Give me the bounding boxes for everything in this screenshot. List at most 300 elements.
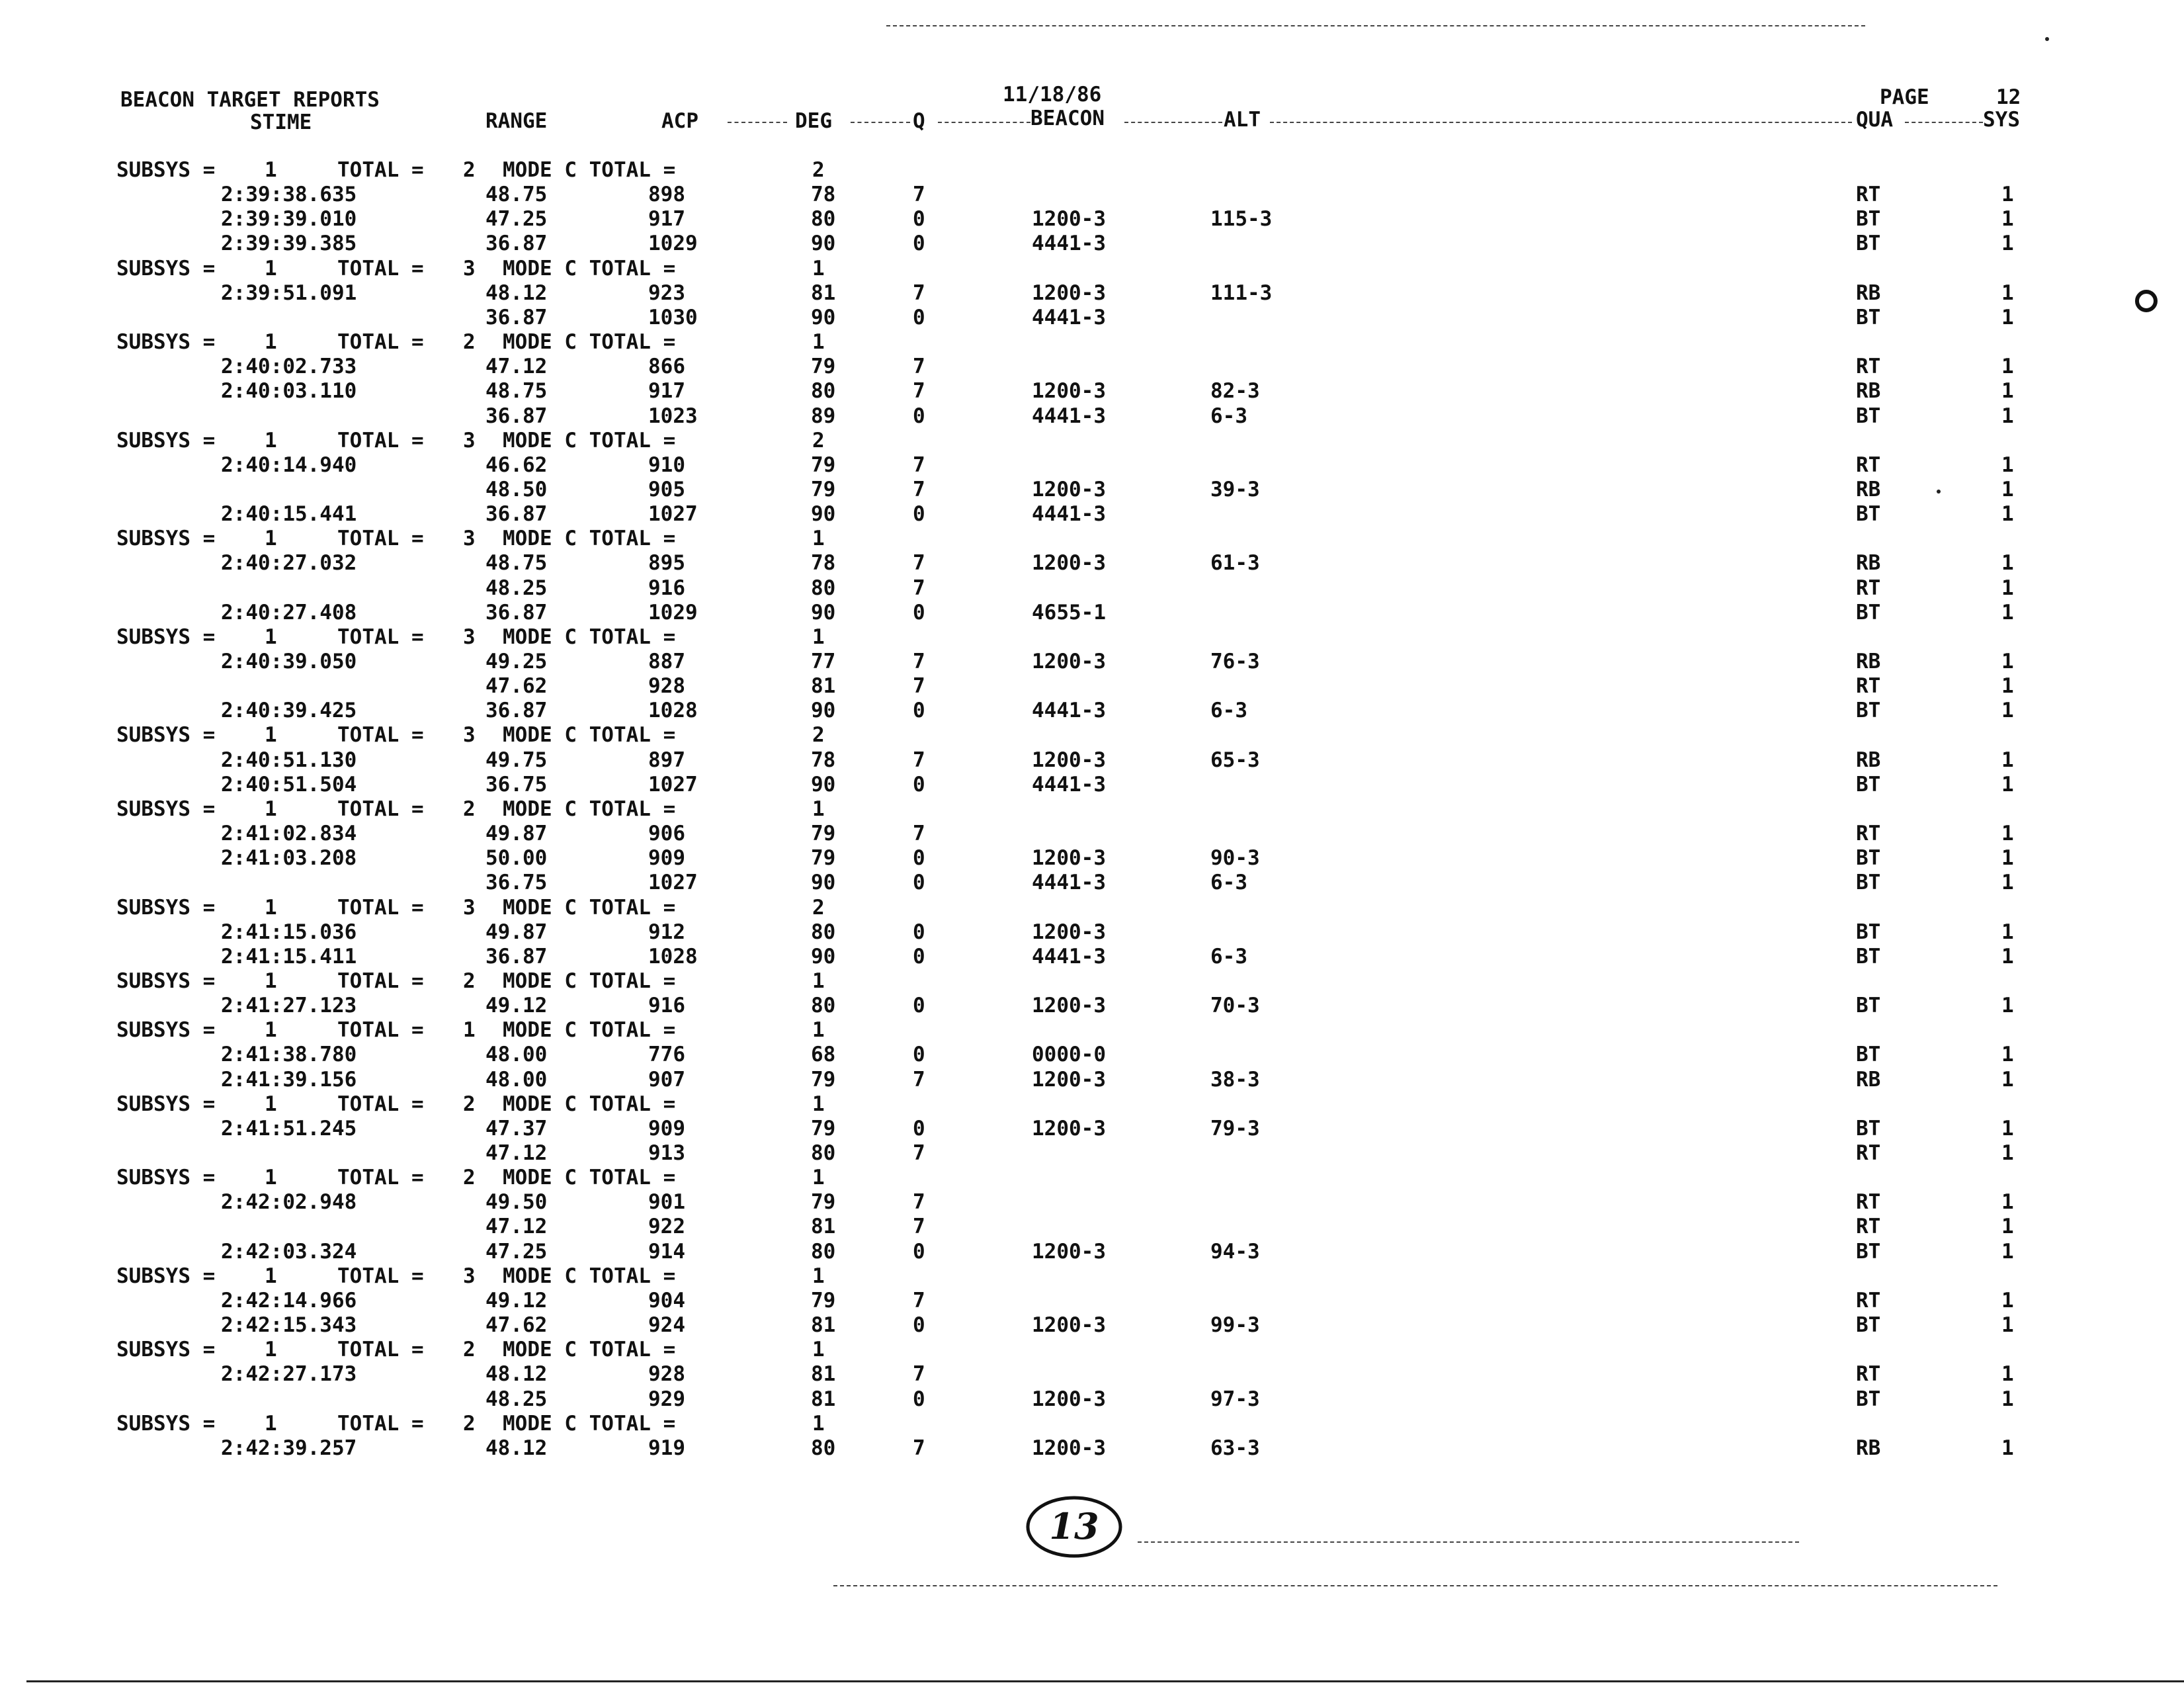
header-rule (1270, 122, 1852, 123)
subsys-value: 1 (265, 1412, 277, 1436)
cell-stime: 2:40:27.032 (221, 551, 357, 575)
cell-deg: 81 (811, 1215, 836, 1238)
col-header-acp: ACP (661, 109, 698, 133)
subsys-value: 1 (265, 1092, 277, 1116)
col-header-q: Q (913, 109, 925, 133)
cell-deg: 79 (811, 478, 836, 501)
total-label: TOTAL = (337, 257, 424, 280)
cell-qua: RT (1856, 1141, 1881, 1165)
cell-qua: RB (1856, 748, 1881, 772)
mode-c-total-value: 1 (812, 330, 825, 354)
cell-acp: 1028 (648, 945, 698, 969)
cell-sys: 1 (2001, 920, 2014, 944)
cell-beacon: 1200-3 (1032, 1436, 1106, 1460)
cell-beacon: 1200-3 (1032, 748, 1106, 772)
cell-deg: 80 (811, 920, 836, 944)
footer-rule (1138, 1541, 1799, 1543)
cell-acp: 922 (648, 1215, 685, 1238)
total-value: 2 (463, 158, 476, 182)
subsys-value: 1 (265, 969, 277, 993)
scan-speck (1937, 490, 1941, 494)
total-label: TOTAL = (337, 1018, 424, 1042)
cell-deg: 90 (811, 699, 836, 722)
cell-beacon: 1200-3 (1032, 207, 1106, 231)
cell-deg: 79 (811, 1068, 836, 1092)
cell-range: 48.25 (485, 1387, 548, 1411)
cell-deg: 80 (811, 1240, 836, 1264)
cell-q: 0 (913, 404, 925, 428)
cell-range: 47.12 (485, 1215, 548, 1238)
cell-qua: RT (1856, 183, 1881, 206)
cell-deg: 80 (811, 576, 836, 600)
header-rule (851, 122, 910, 123)
cell-qua: BT (1856, 994, 1881, 1017)
cell-q: 7 (913, 576, 925, 600)
total-value: 3 (463, 625, 476, 649)
total-label: TOTAL = (337, 1412, 424, 1436)
cell-qua: BT (1856, 1117, 1881, 1141)
scan-noise-rule (886, 25, 1865, 26)
mode-c-total-label: MODE C TOTAL = (503, 1092, 676, 1116)
cell-range: 46.62 (485, 453, 548, 477)
cell-q: 7 (913, 183, 925, 206)
cell-alt: 79-3 (1210, 1117, 1260, 1141)
cell-qua: BT (1856, 1043, 1881, 1066)
cell-deg: 81 (811, 1387, 836, 1411)
cell-stime: 2:41:15.411 (221, 945, 357, 969)
subsys-value: 1 (265, 1018, 277, 1042)
cell-deg: 80 (811, 1141, 836, 1165)
col-header-range: RANGE (485, 109, 548, 133)
cell-range: 48.50 (485, 478, 548, 501)
cell-q: 7 (913, 379, 925, 403)
cell-qua: BT (1856, 846, 1881, 870)
mode-c-total-label: MODE C TOTAL = (503, 330, 676, 354)
cell-acp: 924 (648, 1313, 685, 1337)
cell-sys: 1 (2001, 453, 2014, 477)
cell-qua: BT (1856, 404, 1881, 428)
cell-sys: 1 (2001, 601, 2014, 625)
cell-sys: 1 (2001, 1289, 2014, 1313)
mode-c-total-label: MODE C TOTAL = (503, 257, 676, 280)
cell-sys: 1 (2001, 994, 2014, 1017)
cell-acp: 907 (648, 1068, 685, 1092)
cell-beacon: 0000-0 (1032, 1043, 1106, 1066)
cell-sys: 1 (2001, 1215, 2014, 1238)
cell-q: 7 (913, 478, 925, 501)
cell-q: 7 (913, 822, 925, 845)
cell-stime: 2:39:51.091 (221, 281, 357, 305)
cell-deg: 80 (811, 207, 836, 231)
cell-alt: 90-3 (1210, 846, 1260, 870)
cell-range: 48.12 (485, 1362, 548, 1386)
cell-q: 7 (913, 453, 925, 477)
cell-qua: RT (1856, 1289, 1881, 1313)
cell-qua: BT (1856, 945, 1881, 969)
cell-q: 0 (913, 773, 925, 797)
cell-deg: 81 (811, 1362, 836, 1386)
subsys-label: SUBSYS = (116, 797, 216, 821)
cell-q: 0 (913, 920, 925, 944)
cell-beacon: 1200-3 (1032, 281, 1106, 305)
cell-deg: 79 (811, 1190, 836, 1214)
cell-sys: 1 (2001, 306, 2014, 329)
subsys-label: SUBSYS = (116, 330, 216, 354)
page-number: 12 (1996, 85, 2021, 109)
total-value: 2 (463, 797, 476, 821)
cell-beacon: 1200-3 (1032, 920, 1106, 944)
mode-c-total-value: 1 (812, 257, 825, 280)
cell-q: 0 (913, 502, 925, 526)
cell-stime: 2:41:39.156 (221, 1068, 357, 1092)
mode-c-total-value: 1 (812, 1018, 825, 1042)
cell-deg: 78 (811, 551, 836, 575)
cell-sys: 1 (2001, 551, 2014, 575)
cell-acp: 776 (648, 1043, 685, 1066)
cell-acp: 913 (648, 1141, 685, 1165)
cell-q: 0 (913, 232, 925, 255)
cell-q: 7 (913, 281, 925, 305)
cell-stime: 2:40:51.130 (221, 748, 357, 772)
cell-acp: 1027 (648, 502, 698, 526)
cell-qua: RB (1856, 478, 1881, 501)
subsys-label: SUBSYS = (116, 429, 216, 453)
total-value: 2 (463, 1166, 476, 1189)
mode-c-total-value: 1 (812, 1092, 825, 1116)
cell-q: 0 (913, 601, 925, 625)
total-label: TOTAL = (337, 797, 424, 821)
mode-c-total-value: 2 (812, 896, 825, 920)
cell-alt: 115-3 (1210, 207, 1273, 231)
cell-deg: 80 (811, 379, 836, 403)
mode-c-total-value: 1 (812, 527, 825, 550)
cell-acp: 895 (648, 551, 685, 575)
cell-range: 49.25 (485, 650, 548, 673)
cell-beacon: 1200-3 (1032, 379, 1106, 403)
cell-range: 36.87 (485, 699, 548, 722)
cell-acp: 912 (648, 920, 685, 944)
cell-stime: 2:41:15.036 (221, 920, 357, 944)
mode-c-total-label: MODE C TOTAL = (503, 797, 676, 821)
cell-alt: 111-3 (1210, 281, 1273, 305)
cell-stime: 2:41:38.780 (221, 1043, 357, 1066)
page-label: PAGE (1880, 85, 1929, 109)
cell-qua: BT (1856, 502, 1881, 526)
cell-acp: 910 (648, 453, 685, 477)
cell-stime: 2:42:14.966 (221, 1289, 357, 1313)
cell-q: 0 (913, 1240, 925, 1264)
mode-c-total-value: 1 (812, 1338, 825, 1361)
mode-c-total-label: MODE C TOTAL = (503, 429, 676, 453)
mode-c-total-label: MODE C TOTAL = (503, 896, 676, 920)
cell-acp: 904 (648, 1289, 685, 1313)
cell-deg: 90 (811, 502, 836, 526)
cell-beacon: 1200-3 (1032, 1387, 1106, 1411)
cell-range: 49.75 (485, 748, 548, 772)
cell-deg: 90 (811, 601, 836, 625)
cell-q: 0 (913, 846, 925, 870)
cell-q: 7 (913, 650, 925, 673)
cell-qua: RB (1856, 281, 1881, 305)
cell-alt: 82-3 (1210, 379, 1260, 403)
mode-c-total-label: MODE C TOTAL = (503, 625, 676, 649)
cell-acp: 914 (648, 1240, 685, 1264)
cell-acp: 1027 (648, 871, 698, 894)
subsys-label: SUBSYS = (116, 1412, 216, 1436)
cell-acp: 917 (648, 207, 685, 231)
subsys-value: 1 (265, 1338, 277, 1361)
cell-q: 0 (913, 1313, 925, 1337)
cell-qua: BT (1856, 773, 1881, 797)
cell-q: 0 (913, 699, 925, 722)
cell-range: 48.00 (485, 1043, 548, 1066)
cell-range: 36.87 (485, 945, 548, 969)
cell-range: 36.87 (485, 502, 548, 526)
cell-sys: 1 (2001, 478, 2014, 501)
cell-sys: 1 (2001, 232, 2014, 255)
cell-alt: 6-3 (1210, 871, 1247, 894)
cell-alt: 65-3 (1210, 748, 1260, 772)
cell-sys: 1 (2001, 773, 2014, 797)
cell-q: 7 (913, 748, 925, 772)
handwritten-page-number (1024, 1492, 1130, 1561)
total-label: TOTAL = (337, 896, 424, 920)
col-header-sys: SYS (1983, 108, 2020, 132)
cell-range: 48.75 (485, 379, 548, 403)
cell-deg: 90 (811, 773, 836, 797)
cell-qua: RT (1856, 1190, 1881, 1214)
cell-range: 48.00 (485, 1068, 548, 1092)
cell-range: 47.25 (485, 207, 548, 231)
cell-sys: 1 (2001, 1117, 2014, 1141)
total-label: TOTAL = (337, 330, 424, 354)
cell-alt: 6-3 (1210, 404, 1247, 428)
cell-q: 0 (913, 1387, 925, 1411)
page-bottom-edge (26, 1680, 2184, 1682)
cell-beacon: 1200-3 (1032, 846, 1106, 870)
cell-beacon: 1200-3 (1032, 1117, 1106, 1141)
total-value: 3 (463, 1264, 476, 1288)
cell-deg: 78 (811, 748, 836, 772)
cell-range: 48.75 (485, 551, 548, 575)
cell-q: 7 (913, 551, 925, 575)
cell-range: 50.00 (485, 846, 548, 870)
cell-stime: 2:42:03.324 (221, 1240, 357, 1264)
cell-beacon: 4655-1 (1032, 601, 1106, 625)
cell-stime: 2:40:03.110 (221, 379, 357, 403)
cell-sys: 1 (2001, 379, 2014, 403)
total-value: 3 (463, 527, 476, 550)
total-label: TOTAL = (337, 429, 424, 453)
cell-beacon: 1200-3 (1032, 650, 1106, 673)
cell-acp: 906 (648, 822, 685, 845)
cell-sys: 1 (2001, 1240, 2014, 1264)
cell-acp: 1023 (648, 404, 698, 428)
header-rule (1124, 122, 1222, 123)
cell-alt: 61-3 (1210, 551, 1260, 575)
subsys-label: SUBSYS = (116, 257, 216, 280)
cell-beacon: 4441-3 (1032, 699, 1106, 722)
subsys-value: 1 (265, 625, 277, 649)
cell-alt: 38-3 (1210, 1068, 1260, 1092)
total-value: 3 (463, 723, 476, 747)
cell-alt: 63-3 (1210, 1436, 1260, 1460)
cell-acp: 905 (648, 478, 685, 501)
mode-c-total-label: MODE C TOTAL = (503, 1166, 676, 1189)
total-value: 2 (463, 969, 476, 993)
subsys-label: SUBSYS = (116, 1018, 216, 1042)
cell-qua: RT (1856, 1362, 1881, 1386)
cell-range: 48.12 (485, 281, 548, 305)
cell-qua: BT (1856, 306, 1881, 329)
cell-stime: 2:41:27.123 (221, 994, 357, 1017)
cell-stime: 2:41:03.208 (221, 846, 357, 870)
cell-qua: RT (1856, 1215, 1881, 1238)
cell-qua: RT (1856, 822, 1881, 845)
cell-acp: 1029 (648, 232, 698, 255)
cell-range: 47.37 (485, 1117, 548, 1141)
cell-qua: RT (1856, 674, 1881, 698)
cell-range: 36.75 (485, 871, 548, 894)
cell-acp: 1029 (648, 601, 698, 625)
cell-beacon: 4441-3 (1032, 232, 1106, 255)
cell-stime: 2:39:38.635 (221, 183, 357, 206)
cell-stime: 2:41:51.245 (221, 1117, 357, 1141)
subsys-value: 1 (265, 527, 277, 550)
cell-sys: 1 (2001, 650, 2014, 673)
cell-sys: 1 (2001, 748, 2014, 772)
cell-q: 7 (913, 1141, 925, 1165)
cell-qua: BT (1856, 1387, 1881, 1411)
cell-range: 36.75 (485, 773, 548, 797)
total-value: 2 (463, 1092, 476, 1116)
cell-stime: 2:42:39.257 (221, 1436, 357, 1460)
cell-q: 7 (913, 674, 925, 698)
cell-q: 7 (913, 1190, 925, 1214)
cell-qua: RT (1856, 355, 1881, 378)
mode-c-total-value: 1 (812, 625, 825, 649)
cell-stime: 2:39:39.010 (221, 207, 357, 231)
cell-range: 36.87 (485, 601, 548, 625)
cell-beacon: 1200-3 (1032, 994, 1106, 1017)
cell-beacon: 1200-3 (1032, 1313, 1106, 1337)
cell-qua: BT (1856, 1240, 1881, 1264)
cell-beacon: 1200-3 (1032, 1240, 1106, 1264)
subsys-value: 1 (265, 797, 277, 821)
subsys-value: 1 (265, 1166, 277, 1189)
cell-qua: RT (1856, 453, 1881, 477)
cell-range: 48.12 (485, 1436, 548, 1460)
total-label: TOTAL = (337, 969, 424, 993)
cell-stime: 2:42:02.948 (221, 1190, 357, 1214)
total-label: TOTAL = (337, 527, 424, 550)
cell-deg: 81 (811, 1313, 836, 1337)
cell-acp: 916 (648, 576, 685, 600)
subsys-label: SUBSYS = (116, 158, 216, 182)
cell-range: 36.87 (485, 232, 548, 255)
cell-acp: 909 (648, 846, 685, 870)
cell-alt: 99-3 (1210, 1313, 1260, 1337)
subsys-value: 1 (265, 896, 277, 920)
cell-deg: 90 (811, 306, 836, 329)
cell-qua: BT (1856, 699, 1881, 722)
cell-alt: 97-3 (1210, 1387, 1260, 1411)
cell-beacon: 4441-3 (1032, 871, 1106, 894)
punch-hole-mark (2135, 290, 2158, 312)
cell-beacon: 1200-3 (1032, 551, 1106, 575)
cell-acp: 916 (648, 994, 685, 1017)
cell-sys: 1 (2001, 871, 2014, 894)
cell-range: 48.25 (485, 576, 548, 600)
cell-acp: 928 (648, 674, 685, 698)
mode-c-total-value: 2 (812, 723, 825, 747)
cell-deg: 81 (811, 281, 836, 305)
subsys-label: SUBSYS = (116, 969, 216, 993)
cell-alt: 94-3 (1210, 1240, 1260, 1264)
cell-acp: 887 (648, 650, 685, 673)
total-label: TOTAL = (337, 1264, 424, 1288)
mode-c-total-label: MODE C TOTAL = (503, 969, 676, 993)
cell-sys: 1 (2001, 1190, 2014, 1214)
cell-deg: 80 (811, 994, 836, 1017)
mode-c-total-value: 1 (812, 1264, 825, 1288)
cell-sys: 1 (2001, 1141, 2014, 1165)
cell-range: 47.62 (485, 1313, 548, 1337)
cell-deg: 90 (811, 945, 836, 969)
cell-stime: 2:42:15.343 (221, 1313, 357, 1337)
mode-c-total-label: MODE C TOTAL = (503, 158, 676, 182)
cell-qua: BT (1856, 207, 1881, 231)
cell-range: 49.87 (485, 822, 548, 845)
cell-beacon: 4441-3 (1032, 945, 1106, 969)
subsys-label: SUBSYS = (116, 1264, 216, 1288)
cell-deg: 80 (811, 1436, 836, 1460)
col-header-beacon: BEACON (1030, 107, 1105, 130)
cell-acp: 909 (648, 1117, 685, 1141)
cell-deg: 90 (811, 232, 836, 255)
cell-acp: 901 (648, 1190, 685, 1214)
cell-sys: 1 (2001, 1313, 2014, 1337)
total-label: TOTAL = (337, 1092, 424, 1116)
cell-range: 47.12 (485, 1141, 548, 1165)
cell-q: 7 (913, 1289, 925, 1313)
cell-q: 0 (913, 994, 925, 1017)
cell-sys: 1 (2001, 1436, 2014, 1460)
col-header-stime: STIME (250, 110, 312, 134)
cell-stime: 2:41:02.834 (221, 822, 357, 845)
cell-deg: 68 (811, 1043, 836, 1066)
cell-stime: 2:40:39.425 (221, 699, 357, 722)
cell-q: 7 (913, 355, 925, 378)
subsys-label: SUBSYS = (116, 1338, 216, 1361)
cell-qua: BT (1856, 1313, 1881, 1337)
cell-beacon: 4441-3 (1032, 502, 1106, 526)
cell-qua: RB (1856, 551, 1881, 575)
scan-speck (2045, 37, 2049, 41)
cell-range: 49.12 (485, 1289, 548, 1313)
cell-acp: 1030 (648, 306, 698, 329)
handwritten-number: 13 (1049, 1505, 1099, 1547)
cell-range: 36.87 (485, 404, 548, 428)
cell-qua: BT (1856, 601, 1881, 625)
mode-c-total-value: 2 (812, 429, 825, 453)
cell-q: 7 (913, 1436, 925, 1460)
total-value: 2 (463, 1412, 476, 1436)
cell-acp: 898 (648, 183, 685, 206)
cell-alt: 6-3 (1210, 699, 1247, 722)
total-value: 3 (463, 429, 476, 453)
cell-qua: BT (1856, 871, 1881, 894)
